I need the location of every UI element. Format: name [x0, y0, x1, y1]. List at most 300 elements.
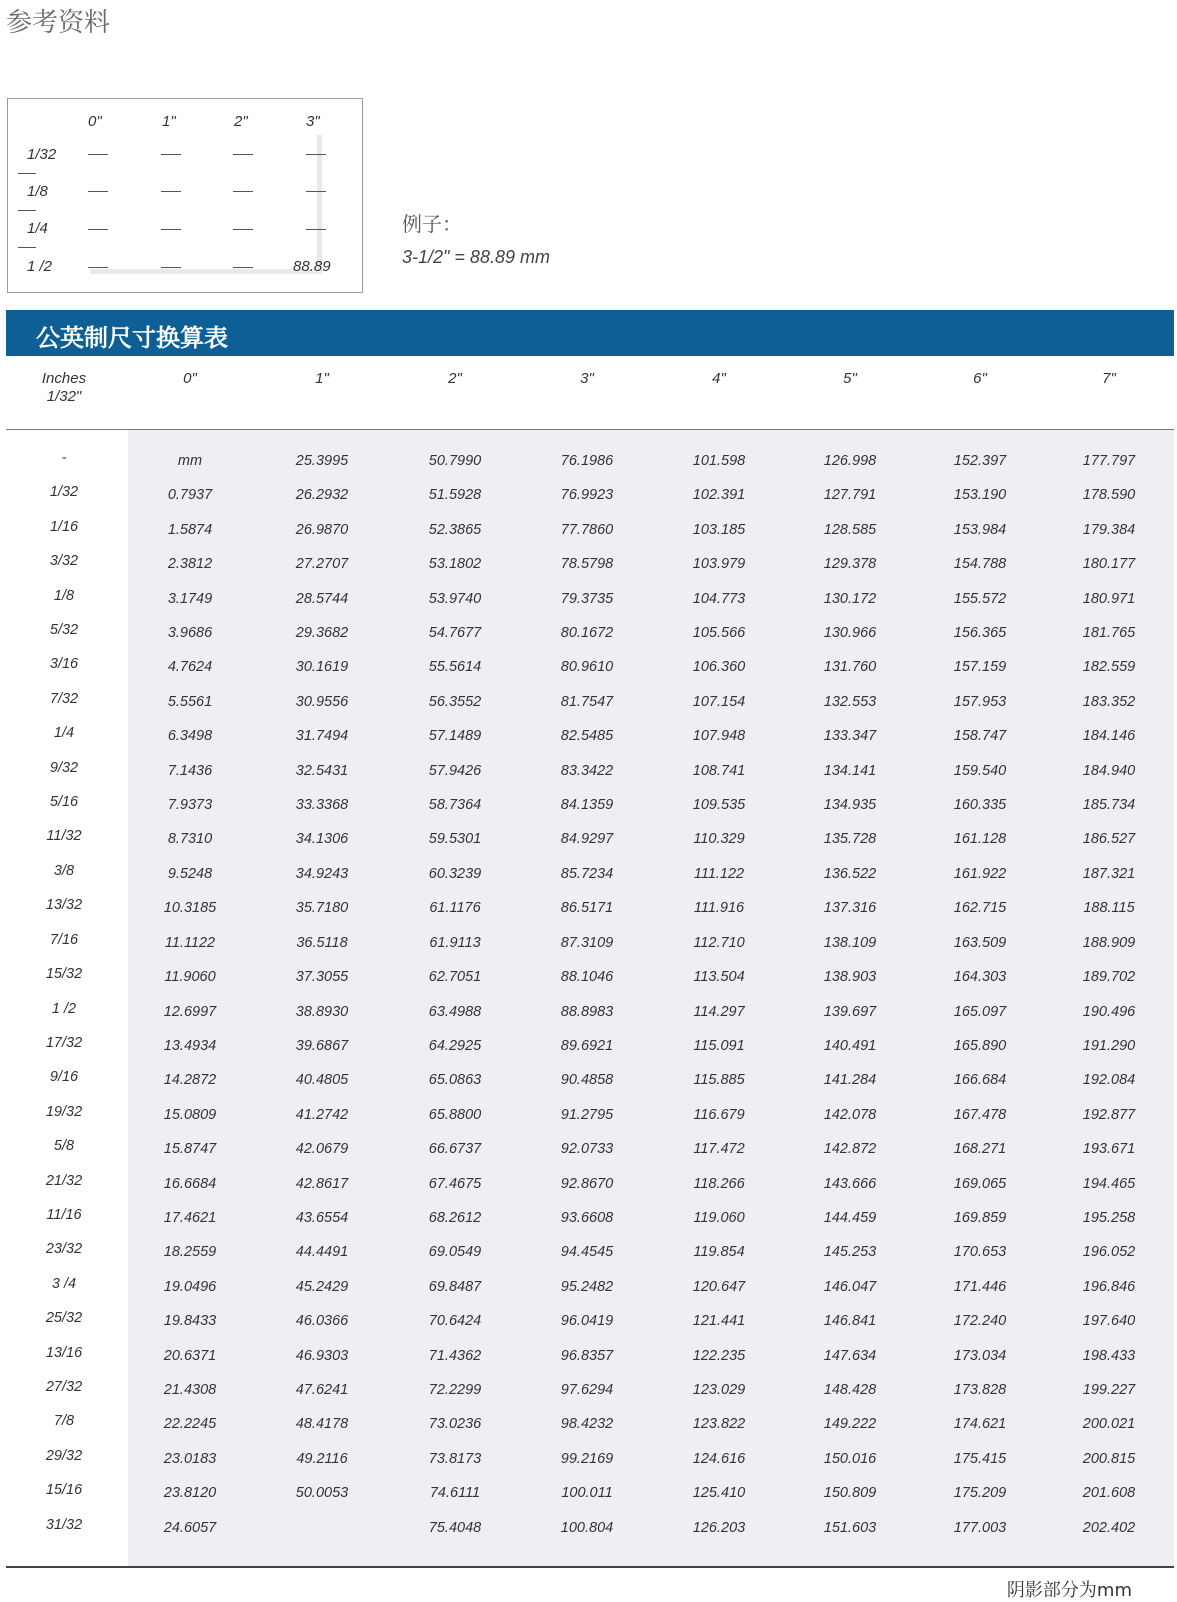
table-cell: 138.903 [823, 969, 877, 986]
table-cell: 126.998 [823, 453, 877, 469]
table-cell: 93.6608 [560, 1209, 614, 1226]
table-row [0, 1312, 1177, 1346]
table-row [0, 624, 1177, 658]
table-cell: 7.9373 [167, 797, 213, 814]
table-cell: 181.765 [1082, 625, 1136, 642]
table-cell: 150.016 [823, 1450, 877, 1467]
table-cell: 116.679 [693, 1106, 745, 1123]
example-row-label: 1/4 [27, 220, 48, 237]
table-cell: 154.788 [953, 556, 1007, 573]
table-cell: 202.402 [1082, 1519, 1136, 1536]
table-cell: 102.391 [692, 487, 746, 504]
row-inch-label: 27/32 [45, 1378, 83, 1395]
table-cell: 40.4805 [295, 1072, 349, 1089]
table-cell: 89.6921 [560, 1037, 614, 1054]
column-header: 5" [843, 370, 857, 387]
row-inch-label: 13/16 [45, 1344, 83, 1361]
table-cell: 91.2795 [560, 1106, 614, 1123]
table-cell: 80.1672 [560, 625, 614, 642]
table-cell: 49.2116 [296, 1450, 348, 1467]
table-cell: 159.540 [953, 762, 1007, 779]
table-cell: 166.684 [953, 1072, 1007, 1089]
table-cell: 134.141 [823, 762, 877, 779]
table-row [0, 1243, 1177, 1277]
table-cell: 52.3865 [428, 521, 482, 538]
table-cell: 16.6684 [163, 1175, 217, 1192]
table-cell: 151.603 [823, 1519, 877, 1536]
table-cell: 21.4308 [163, 1381, 217, 1398]
example-row-underline [18, 173, 36, 174]
table-cell: 83.3422 [560, 762, 614, 779]
table-cell: 8.7310 [167, 831, 213, 848]
table-cell: 108.741 [692, 762, 746, 779]
table-cell: 133.347 [823, 728, 877, 745]
table-cell: 3.1749 [167, 590, 213, 607]
table-cell: 144.459 [823, 1209, 877, 1226]
table-cell: 197.640 [1082, 1313, 1136, 1330]
table-cell: 97.6294 [560, 1381, 614, 1398]
table-cell: 192.084 [1082, 1072, 1136, 1089]
table-cell: 193.671 [1082, 1141, 1136, 1158]
table-row [0, 1140, 1177, 1174]
example-label: 例子： [402, 212, 462, 236]
table-cell: 118.266 [693, 1175, 745, 1192]
table-cell: 76.9923 [560, 487, 614, 504]
table-row [0, 452, 1177, 486]
table-cell: 122.235 [692, 1347, 746, 1364]
row-inch-label: 17/32 [45, 1034, 83, 1051]
table-cell: 142.078 [823, 1106, 877, 1123]
table-cell: 188.909 [1082, 934, 1136, 951]
table-cell: 90.4858 [560, 1072, 614, 1089]
table-cell: 15.0809 [163, 1106, 217, 1123]
table-cell: 101.598 [692, 453, 746, 469]
table-row [0, 1447, 1177, 1484]
table-cell: 11.1122 [164, 934, 216, 951]
table-cell: 88.1046 [560, 969, 614, 986]
table-cell: 46.0366 [295, 1313, 349, 1330]
table-cell: 121.441 [692, 1313, 746, 1330]
table-cell: 0.7937 [167, 487, 213, 504]
column-header: 2" [448, 370, 462, 387]
example-dash [306, 229, 326, 230]
table-cell: 46.9303 [295, 1347, 349, 1364]
example-dash [233, 267, 253, 268]
table-cell: 178.590 [1082, 487, 1136, 504]
table-cell: 19.8433 [163, 1313, 217, 1330]
table-cell: 53.9740 [428, 590, 482, 607]
table-cell: 127.791 [823, 487, 877, 504]
table-cell: 48.4178 [295, 1416, 349, 1433]
table-cell: 146.047 [823, 1278, 877, 1295]
table-cell: 26.9870 [295, 521, 349, 538]
table-cell: 71.4362 [428, 1347, 482, 1364]
table-cell: 103.979 [692, 556, 746, 573]
table-cell: 66.6737 [428, 1141, 482, 1158]
table-cell: 148.428 [823, 1381, 877, 1398]
example-dash [161, 229, 181, 230]
table-cell: 43.6554 [295, 1209, 349, 1226]
table-cell: 35.7180 [295, 900, 349, 917]
table-row [0, 1516, 1177, 1553]
table-cell: 28.5744 [295, 590, 349, 607]
page-title: 参考资料 [6, 8, 111, 38]
table-cell: 157.953 [953, 693, 1007, 710]
table-cell: 22.2245 [163, 1416, 217, 1433]
table-cell: 72.2299 [428, 1381, 482, 1398]
table-cell: 180.177 [1082, 556, 1136, 573]
table-cell: 161.922 [953, 865, 1007, 882]
table-cell: 19.0496 [163, 1278, 217, 1295]
table-cell: 196.846 [1082, 1278, 1136, 1295]
example-col-label: 1" [162, 113, 176, 130]
table-cell: 54.7677 [428, 625, 482, 642]
table-cell: 100.804 [560, 1519, 614, 1536]
example-dash [88, 229, 108, 230]
table-row [0, 690, 1177, 727]
table-cell: 169.859 [953, 1209, 1007, 1226]
table-cell: 6.3498 [167, 728, 213, 745]
example-col-label: 2" [234, 113, 248, 130]
table-cell: 194.465 [1082, 1175, 1136, 1192]
table-cell: 107.154 [692, 693, 746, 710]
table-cell: 41.2742 [295, 1106, 349, 1123]
table-cell: 45.2429 [295, 1278, 349, 1295]
table-cell: 112.710 [693, 934, 745, 951]
table-cell: 107.948 [692, 728, 746, 745]
table-cell: 92.8670 [560, 1175, 614, 1192]
table-cell: 5.5561 [167, 693, 213, 710]
table-cell: 36.5118 [296, 934, 348, 951]
table-cell: 201.608 [1082, 1485, 1136, 1502]
table-cell: 14.2872 [163, 1072, 217, 1089]
table-cell: 69.8487 [428, 1278, 482, 1295]
table-cell: 138.109 [823, 934, 877, 951]
table-cell: 164.303 [953, 969, 1007, 986]
table-cell: 23.8120 [163, 1485, 217, 1502]
table-row [0, 1034, 1177, 1071]
table-cell: 189.702 [1082, 969, 1136, 986]
table-cell: 186.527 [1082, 831, 1136, 848]
table-cell: 198.433 [1082, 1347, 1136, 1364]
row-inch-label: 7/8 [53, 1413, 75, 1430]
row-inch-label: 15/32 [45, 966, 83, 983]
table-cell: 3.9686 [167, 625, 213, 642]
example-caption [402, 208, 550, 268]
table-row [0, 968, 1177, 1002]
table-cell: 26.2932 [295, 487, 349, 504]
table-cell: 160.335 [953, 797, 1007, 814]
table-cell: 192.877 [1082, 1106, 1136, 1123]
table-cell: 53.1802 [428, 556, 482, 573]
table-cell: 111.916 [693, 900, 745, 917]
table-cell: 142.872 [823, 1141, 877, 1158]
table-cell: 92.0733 [560, 1141, 614, 1158]
table-cell: 82.5485 [560, 728, 614, 745]
table-cell: 153.190 [953, 487, 1007, 504]
example-row-label: 1 /2 [27, 258, 53, 275]
table-cell: 99.2169 [560, 1450, 614, 1467]
table-row [0, 1103, 1177, 1140]
table-cell: 10.3185 [163, 900, 217, 917]
table-cell: 158.747 [953, 728, 1007, 745]
example-col-label: 0" [88, 113, 102, 130]
example-dash [88, 267, 108, 268]
table-cell: 171.446 [953, 1278, 1007, 1295]
table-cell: 77.7860 [560, 521, 614, 538]
row-inch-label: 3/32 [49, 553, 79, 570]
table-cell: 84.9297 [560, 831, 614, 848]
table-cell: 106.360 [692, 659, 746, 676]
table-row [0, 1344, 1177, 1381]
example-dash [88, 191, 108, 192]
row-inch-label: 5/32 [49, 622, 79, 639]
column-header: 6" [973, 370, 987, 387]
table-cell: 98.4232 [560, 1416, 614, 1433]
table-cell: 191.290 [1082, 1037, 1136, 1054]
row-inch-label: 11/32 [46, 828, 82, 845]
table-cell: 32.5431 [295, 762, 349, 779]
table-cell: 24.6057 [163, 1519, 217, 1536]
table-cell: 80.9610 [560, 659, 614, 676]
table-cell: 78.5798 [560, 556, 614, 573]
table-cell: 38.8930 [295, 1003, 349, 1020]
table-cell: 94.4545 [560, 1244, 614, 1261]
table-cell: 34.1306 [295, 831, 349, 848]
example-dash [88, 154, 108, 155]
row-inch-label: 3/16 [49, 656, 79, 673]
table-cell: 135.728 [823, 831, 877, 848]
row-inch-label: 25/32 [45, 1310, 83, 1327]
table-cell: 150.809 [823, 1485, 877, 1502]
table-cell: 175.415 [953, 1450, 1007, 1467]
table-cell: 75.4048 [428, 1519, 482, 1536]
table-cell: 119.060 [693, 1209, 745, 1226]
row-inch-label: 29/32 [45, 1447, 83, 1464]
table-row [0, 1000, 1177, 1037]
row-inch-label: 3/8 [53, 862, 75, 879]
table-row [0, 899, 1177, 933]
table-cell: 157.159 [953, 659, 1007, 676]
table-row [0, 555, 1177, 589]
row-inch-label: 7/32 [49, 690, 79, 707]
table-cell: 131.760 [823, 659, 877, 676]
table-cell: 143.666 [823, 1175, 877, 1192]
table-cell: 95.2482 [560, 1278, 614, 1295]
table-cell: 60.3239 [428, 865, 482, 882]
table-cell: 29.3682 [295, 625, 349, 642]
row-inch-label: 9/16 [49, 1069, 79, 1086]
example-row-label: 1/32 [27, 146, 57, 163]
table-cell: 165.890 [953, 1037, 1007, 1054]
table-cell: 187.321 [1082, 865, 1136, 882]
table-cell: 182.559 [1082, 659, 1136, 676]
table-row [0, 1206, 1177, 1243]
table-cell: 184.940 [1082, 762, 1136, 779]
table-cell: 18.2559 [163, 1244, 217, 1261]
row-inch-label: 13/32 [45, 897, 83, 914]
table-cell: 173.034 [953, 1347, 1007, 1364]
example-dash [306, 154, 326, 155]
table-cell: 96.0419 [560, 1313, 614, 1330]
table-cell: 104.773 [692, 590, 746, 607]
example-result: 88.89 [293, 258, 331, 275]
table-cell: 146.841 [823, 1313, 877, 1330]
table-cell: 183.352 [1082, 693, 1136, 710]
table-cell: 2.3812 [167, 556, 213, 573]
example-dash [161, 154, 181, 155]
table-cell: 12.6997 [163, 1003, 217, 1020]
table-cell: 9.5248 [167, 865, 213, 882]
table-cell: 17.4621 [163, 1209, 217, 1226]
column-header: 4" [712, 370, 726, 387]
table-row [0, 587, 1177, 624]
table-cell: 67.4675 [428, 1175, 482, 1192]
row-inch-label: 1 /2 [51, 1000, 77, 1017]
table-cell: 27.2707 [295, 556, 349, 573]
table-cell: 128.585 [823, 521, 877, 538]
table-cell: 124.616 [692, 1450, 746, 1467]
table-cell: 76.1986 [560, 453, 614, 469]
table-cell: 119.854 [693, 1244, 745, 1261]
table-cell: 115.885 [693, 1072, 745, 1089]
example-dash [161, 191, 181, 192]
table-cell: 114.297 [693, 1003, 745, 1020]
table-cell: 126.203 [692, 1519, 746, 1536]
table-cell: 30.1619 [295, 659, 349, 676]
table-cell: 165.097 [953, 1003, 1007, 1020]
table-cell: 179.384 [1082, 521, 1136, 538]
table-cell: 137.316 [823, 900, 877, 917]
table-cell: 84.1359 [560, 797, 614, 814]
table-cell: mm [177, 453, 203, 469]
row-inch-label: 15/16 [45, 1482, 83, 1499]
table-cell: 129.378 [823, 556, 877, 573]
table-cell: 87.3109 [560, 934, 614, 951]
table-cell: 156.365 [953, 625, 1007, 642]
table-cell: 177.797 [1082, 453, 1136, 469]
row-inch-label: - [61, 450, 67, 466]
example-dash [306, 191, 326, 192]
table-cell: 63.4988 [428, 1003, 482, 1020]
table-cell: 162.715 [953, 900, 1007, 917]
table-cell: 37.3055 [295, 969, 349, 986]
table-cell: 155.572 [953, 590, 1007, 607]
table-cell: 200.815 [1082, 1450, 1136, 1467]
table-cell: 110.329 [693, 831, 745, 848]
table-title: 公英制尺寸换算表 [36, 324, 228, 352]
example-diagram [7, 98, 363, 293]
table-cell: 200.021 [1082, 1416, 1136, 1433]
table-cell: 136.522 [823, 865, 877, 882]
table-row [0, 1378, 1177, 1415]
table-row [0, 862, 1177, 899]
table-cell: 74.6111 [429, 1485, 481, 1502]
example-highlight-column [317, 135, 322, 274]
table-cell: 96.8357 [560, 1347, 614, 1364]
example-highlight-row [90, 269, 322, 274]
table-cell: 132.553 [823, 693, 877, 710]
table-cell: 152.397 [953, 453, 1007, 469]
row-inch-label: 11/16 [46, 1206, 82, 1223]
table-cell: 161.128 [953, 831, 1007, 848]
table-cell: 42.0679 [295, 1141, 349, 1158]
table-cell: 185.734 [1082, 797, 1136, 814]
table-cell: 167.478 [953, 1106, 1007, 1123]
table-cell: 57.9426 [428, 762, 482, 779]
table-cell: 105.566 [692, 625, 746, 642]
table-cell: 57.1489 [428, 728, 482, 745]
table-cell: 65.0863 [428, 1072, 482, 1089]
example-dash [161, 267, 181, 268]
row-inch-label: 23/32 [45, 1241, 83, 1258]
table-cell: 50.0053 [295, 1485, 349, 1502]
table-cell: 50.7990 [428, 453, 482, 469]
table-cell: 1.5874 [167, 521, 213, 538]
table-cell: 196.052 [1082, 1244, 1136, 1261]
table-cell: 7.1436 [167, 762, 213, 779]
table-row [0, 658, 1177, 692]
table-cell: 31.7494 [295, 728, 349, 745]
table-cell: 115.091 [693, 1037, 745, 1054]
row-inch-label: 1/32 [49, 484, 79, 501]
example-row-underline [18, 210, 36, 211]
table-cell: 47.6241 [295, 1381, 349, 1398]
row-inch-label: 5/8 [53, 1138, 75, 1155]
table-cell: 173.828 [953, 1381, 1007, 1398]
conversion-table-body [0, 452, 1177, 1553]
table-cell: 73.0236 [428, 1416, 482, 1433]
table-cell: 68.2612 [428, 1209, 482, 1226]
table-cell: 170.653 [953, 1244, 1007, 1261]
table-cell: 58.7364 [428, 797, 482, 814]
table-cell: 69.0549 [428, 1244, 482, 1261]
table-cell: 61.1176 [429, 900, 481, 917]
table-cell: 141.284 [823, 1072, 877, 1089]
table-cell: 175.209 [953, 1485, 1007, 1502]
table-cell: 134.935 [823, 797, 877, 814]
table-cell: 62.7051 [428, 969, 482, 986]
table-cell: 55.5614 [428, 659, 482, 676]
footnote: 阴影部分为mm [1006, 1580, 1132, 1601]
table-cell: 168.271 [953, 1141, 1007, 1158]
row-inch-label: 1/16 [49, 518, 79, 535]
table-cell: 20.6371 [163, 1347, 217, 1364]
table-cell: 70.6424 [428, 1313, 482, 1330]
table-cell: 11.9060 [164, 969, 216, 986]
table-cell: 88.8983 [560, 1003, 614, 1020]
table-cell: 139.697 [823, 1003, 877, 1020]
column-header: 1" [315, 370, 329, 387]
table-cell: 56.3552 [428, 693, 482, 710]
table-cell: 113.504 [693, 969, 745, 986]
table-cell: 123.822 [692, 1416, 746, 1433]
table-cell: 79.3735 [560, 590, 614, 607]
table-cell: 140.491 [823, 1037, 877, 1054]
table-cell: 81.7547 [560, 693, 614, 710]
example-row-label: 1/8 [27, 183, 48, 200]
table-cell: 190.496 [1082, 1003, 1136, 1020]
example-dash [233, 229, 253, 230]
table-cell: 59.5301 [428, 831, 482, 848]
corner-header [28, 370, 100, 406]
table-cell: 23.0183 [163, 1450, 217, 1467]
table-cell: 117.472 [693, 1141, 745, 1158]
table-cell: 147.634 [823, 1347, 877, 1364]
table-cell: 195.258 [1082, 1209, 1136, 1226]
example-formula: 3-1/2" = 88.89 mm [402, 247, 550, 267]
table-cell: 103.185 [692, 521, 746, 538]
